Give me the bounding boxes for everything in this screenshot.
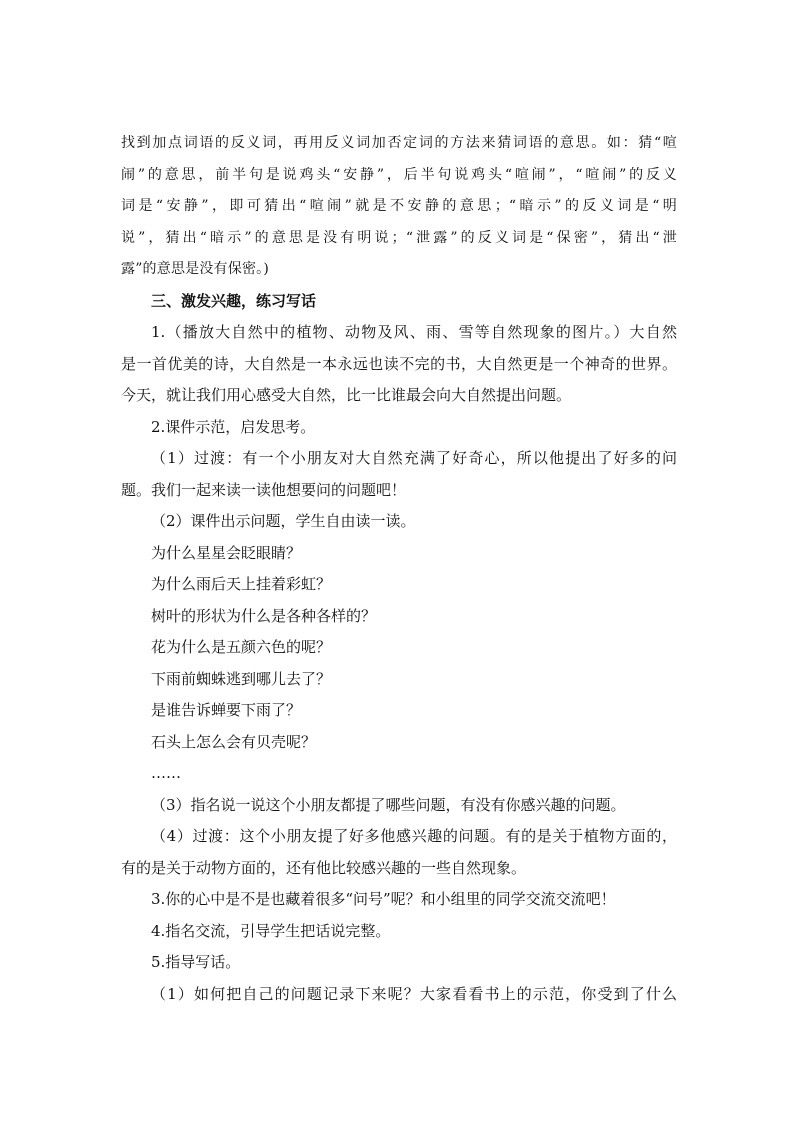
question-7: 石头上怎么会有贝壳呢？ <box>151 732 317 751</box>
question-1: 为什么星星会眨眼睛？ <box>151 543 302 562</box>
section-heading: 三、激发兴趣，练习写话 <box>151 291 317 310</box>
item2-3: （3）指名说一说这个小朋友都提了哪些问题，有没有你感兴趣的问题。 <box>151 795 626 814</box>
item2-1-line-2: 题。我们一起来读一读他想要问的问题吧！ <box>121 480 407 499</box>
item2-1-line-1: （1）过渡：有一个小朋友对大自然充满了好奇心，所以他提出了好多的问 <box>151 449 677 467</box>
note-line-3: 词是“安静”，即可猜出“喧闹”就是不安静的意思；“暗示”的反义词是“明 <box>121 198 677 214</box>
item1-line-2: 是一首优美的诗，大自然是一本永远也读不完的书，大自然更是一个神奇的世界。 <box>121 354 677 373</box>
item3: 3.你的心中是不是也藏着很多“问号”呢？和小组里的同学交流交流吧！ <box>151 890 616 908</box>
note-line-2: 闹”的意思，前半句是说鸡头“安静”，后半句说鸡头“喧闹”，“喧闹”的反义 <box>121 166 677 183</box>
item1-line-3: 今天，就让我们用心感受大自然，比一比谁最会向大自然提出问题。 <box>121 386 572 404</box>
item2-4-line-2: 有的是关于动物方面的，还有他比较感兴趣的一些自然现象。 <box>121 858 527 877</box>
note-line-4: 说”，猜出“暗示”的意思是没有明说；“泄露”的反义词是“保密”，猜出“泄 <box>121 229 677 246</box>
question-3: 树叶的形状为什么是各种各样的？ <box>151 606 377 625</box>
note-line-5: 露”的意思是没有保密。) <box>121 261 270 277</box>
question-2: 为什么雨后天上挂着彩虹？ <box>151 575 332 593</box>
item5-1: （1）如何把自己的问题记录下来呢？大家看看书上的示范，你受到了什么 <box>151 984 677 1003</box>
item1-line-1: 1.（播放大自然中的植物、动物及风、雨、雪等自然现象的图片。）大自然 <box>151 323 677 341</box>
question-6: 是谁告诉蝉要下雨了？ <box>151 701 302 719</box>
item5: 5.指导写话。 <box>151 953 241 971</box>
item2-4-line-1: （4）过渡：这个小朋友提了好多他感兴趣的问题。有的是关于植物方面的， <box>151 827 677 845</box>
item4: 4.指名交流，引导学生把话说完整。 <box>151 921 391 940</box>
item2-2: （2）课件出示问题，学生自由读一读。 <box>151 512 416 530</box>
note-line-1: 找到加点词语的反义词，再用反义词加否定词的方法来猜词语的意思。如：猜“喧 <box>121 135 677 151</box>
item2: 2.课件示范，启发思考。 <box>151 417 316 436</box>
question-5: 下雨前蜘蛛逃到哪儿去了？ <box>151 669 332 688</box>
question-4: 花为什么是五颜六色的呢？ <box>151 638 332 656</box>
ellipsis: …… <box>151 764 181 782</box>
document-page <box>121 128 677 1010</box>
